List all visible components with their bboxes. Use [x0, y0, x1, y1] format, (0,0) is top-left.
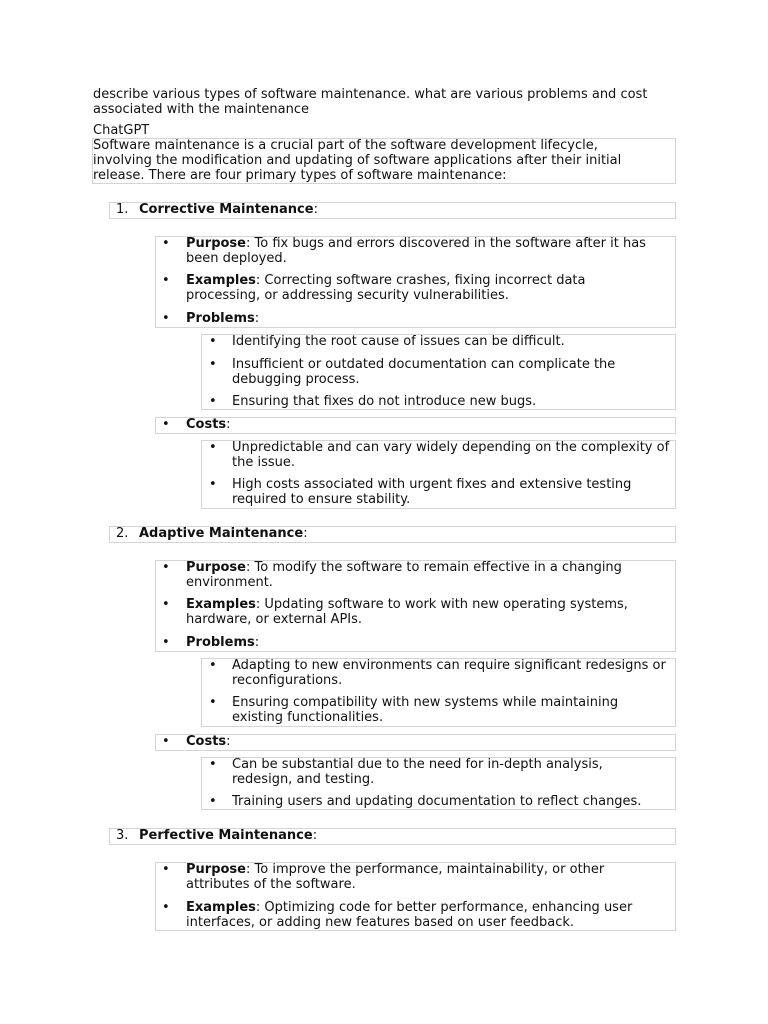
bullet-icon: [209, 334, 223, 349]
section-number: 2.: [116, 526, 129, 541]
bullet-icon: [209, 394, 223, 409]
section-title: Adaptive Maintenance: [139, 526, 304, 541]
section-number: 1.: [116, 202, 129, 217]
bullet-icon: [162, 417, 176, 432]
bullet-icon: [162, 597, 176, 612]
intro-paragraph: Software maintenance is a crucial part of the software development lifecycle, involving the modification and updating of software applications after their initial release. There are four primary types of software maintenance:: [93, 138, 622, 183]
section-number: 3.: [116, 828, 129, 843]
bullet-icon: [209, 794, 223, 809]
user-prompt: describe various types of software maintenance. what are various problems and cost associated with the maintenance: [93, 87, 648, 117]
costs-box: [155, 734, 676, 751]
bullet-icon: [162, 311, 176, 326]
section-title: Perfective Maintenance: [139, 828, 313, 843]
bullet-icon: [162, 560, 176, 575]
costs-box: [155, 417, 676, 434]
bullet-icon: [209, 357, 223, 372]
bullet-icon: [209, 757, 223, 772]
section-title: Corrective Maintenance: [139, 202, 314, 217]
bullet-icon: [162, 734, 176, 749]
bullet-icon: [162, 273, 176, 288]
bullet-icon: [209, 658, 223, 673]
bullet-icon: [209, 477, 223, 492]
bullet-icon: [162, 635, 176, 650]
bullet-icon: [162, 236, 176, 251]
bullet-icon: [162, 862, 176, 877]
bullet-icon: [162, 900, 176, 915]
author-label: ChatGPT: [93, 123, 150, 138]
bullet-icon: [209, 695, 223, 710]
bullet-icon: [209, 440, 223, 455]
document-page: describe various types of software maintenance. what are various problems and cost associated with the maintenance ChatGPT Software maintenance is a crucial part of the software development lifecycle, involving the modification and updating of software applications after their initial release. There are four primary types of software maintenance: 1. Corrective Maintenance: • Purpose: To fix bugs and errors discovered in the software after it has been deployed. • Examples: Correcting software crashes, fixing incorrect data processing, or addressing security vulnerabilities. • Problems: • Identifying the root cause of issues can be difficult. • Insufficient or outdated documentation can complicate the debugging process. • Ensuring that fixes do not introduce new bugs. • Costs: • Unpredictable and can vary widely depending on the complexity of the issue. • High costs associated with urgent fixes and extensive testing required to ensure stability. 2. Adaptive Maintenance: • Purpose: To modify the software to remain effective in a changing environment. • Examples: Updating software to work with new operating systems, hardware, or external APIs. • Problems: • Adapting to new environments can require significant redesigns or reconfigurations. • Ensuring compatibility with new systems while maintaining existing functionalities. • Costs: • Can be substantial due to the need for in-depth analysis, redesign, and testing. • Training users and updating documentation to reflect changes. 3. Perfective Maintenance: • Purpose: To improve the performance, maintainability, or other attributes of the software. • Examples: Optimizing code for better performance, enhancing user interfaces, or adding new features based on user feedback.: [0, 0, 768, 1024]
